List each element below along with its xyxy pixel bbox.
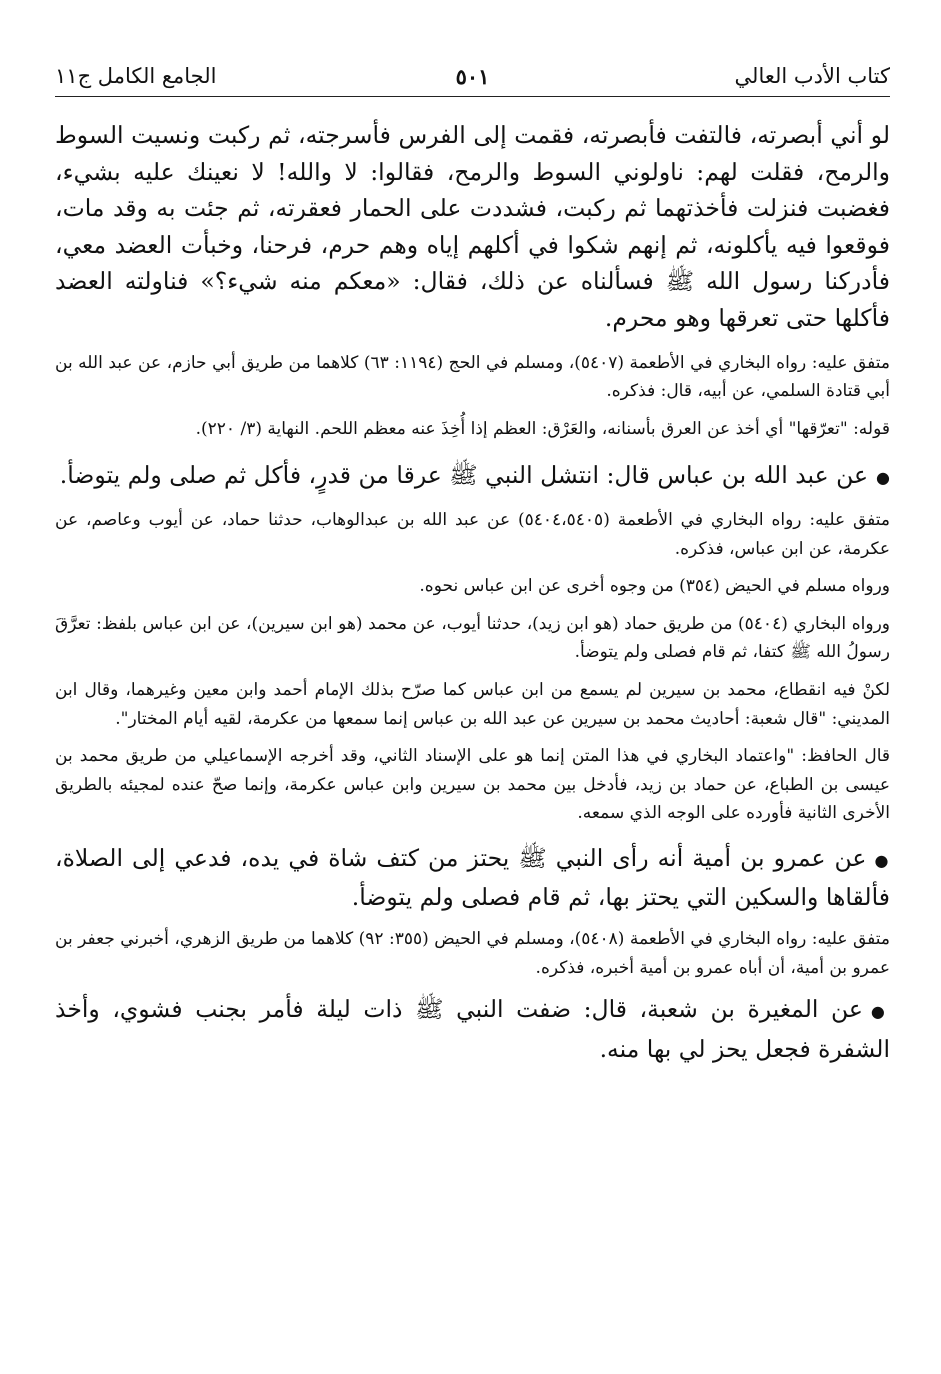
takhrij-note [55,506,890,563]
hadith-entry [55,991,890,1067]
hadith-entry [55,840,890,916]
page-header [55,52,890,97]
takhrij-note [55,572,890,601]
paragraph-text: ورواه مسلم في الحيض (٣٥٤) من وجوه أخرى عن ابن عباس نحوه. [419,576,890,597]
paragraph-text: عن عمرو بن أمية أنه رأى النبي ﷺ يحتز من كتف شاة في يده، فدعي إلى الصلاة، فألقاها والسكين التي يحتز بها، ثم قام فصلى ولم يتوضأ. [55,843,890,912]
takhrij-note [55,925,890,982]
bullet-icon: ● [870,1002,890,1022]
hadith-text-continued [55,117,890,337]
paragraph-text: عن المغيرة بن شعبة، قال: ضفت النبي ﷺ ذات ليلة فأمر بجنب فشوي، وأخذ الشفرة فجعل يحز لي بها منه. [55,995,890,1063]
book-title: كتاب الأدب العالي [734,64,890,88]
commentary-note [55,676,890,733]
takhrij-note [55,610,890,667]
hadith-entry [55,457,890,497]
page-content [55,117,890,1067]
bullet-icon: ● [874,850,890,870]
paragraph-text: متفق عليه: رواه البخاري في الأطعمة (٥٤٠٨)، ومسلم في الحيض (٣٥٥: ٩٢) كلاهما من طريق الزهري، أخبرني جعفر بن عمرو بن أمية، أن أباه عمرو بن أمية أخبره، فذكره. [55,929,891,978]
takhrij-note [55,349,890,406]
paragraph-text: قال الحافظ: "واعتماد البخاري في هذا المتن إنما هو على الإسناد الثاني، وقد أخرجه الإسماعيلي من طريق محمد بن عيسى بن الطباع، عن حماد بن زيد، فأدخل بين محمد بن سيرين وابن عباس عكرمة، وإنما صحّ عنده لمجيئه بالطريق الأخرى الثانية فأورده على الوجه الذي سمعه. [55,746,890,824]
paragraph-text: لكنْ فيه انقطاع، محمد بن سيرين لم يسمع من ابن عباس كما صرّح بذلك الإمام أحمد وابن معين وغيرهما، وقال ابن المديني: "قال شعبة: أحاديث محمد بن سيرين عن عبد الله بن عباس إنما سمعها من عكرمة، لقيه أيام المختار". [55,679,890,729]
gloss-note [55,415,890,444]
paragraph-text: قوله: "تعرّقها" أي أخذ عن العرق بأسنانه، والعَرْق: العظم إذا أُخِذَ عنه معظم اللحم. النهاية (٣/ ٢٢٠). [195,418,890,439]
paragraph-text: لو أني أبصرته، فالتفت فأبصرته، فقمت إلى الفرس فأسرجته، ثم ركبت ونسيت السوط والرمح، فقلت لهم: ناولوني السوط والرمح، فقالوا: لا والله! لا نعينك عليه بشيء، فغضبت فنزلت فأخذتهما ثم ركبت، فشددت على الحمار فعقرته، ثم جئت به وقد مات، فوقعوا فيه يأكلونه، ثم إنهم شكوا في أكلهم إياه وهم حرم، فرحنا، وخبأت العضد معي، فأدركنا رسول الله ﷺ فسألناه عن ذلك، فقال: «معكم منه شيء؟» فناولته العضد فأكلها حتى تعرقها وهو محرم. [55,121,890,332]
bullet-icon: ● [876,468,890,488]
commentary-note [55,742,890,828]
paragraph-text: عن عبد الله بن عباس قال: انتشل النبي ﷺ عرقا من قدرٍ، فأكل ثم صلى ولم يتوضأ. [59,461,869,490]
book-page [55,52,890,1067]
paragraph-text: متفق عليه: رواه البخاري في الأطعمة (٥٤٠٧)، ومسلم في الحج (١١٩٤: ٦٣) كلاهما من طريق أبي حازم، عن عبد الله بن أبي قتادة السلمي، عن أبيه، قال: فذكره. [55,352,891,402]
paragraph-text: متفق عليه: رواه البخاري في الأطعمة (٥٤٠٤،٥٤٠٥) عن عبد الله بن عبدالوهاب، حدثنا حماد، عن أيوب وعاصم، عن عكرمة، عن ابن عباس، فذكره. [55,509,891,559]
paragraph-text: ورواه البخاري (٥٤٠٤) من طريق حماد (هو ابن زيد)، حدثنا أيوب، عن محمد (هو ابن سيرين)، عن ابن عباس بلفظ: تعرَّقَ رسولُ الله ﷺ كتفا، ثم قام فصلى ولم يتوضأ. [55,613,891,663]
page-number: ٥٠١ [455,64,490,89]
collection-title: الجامع الكامل ج١١ [55,64,217,88]
